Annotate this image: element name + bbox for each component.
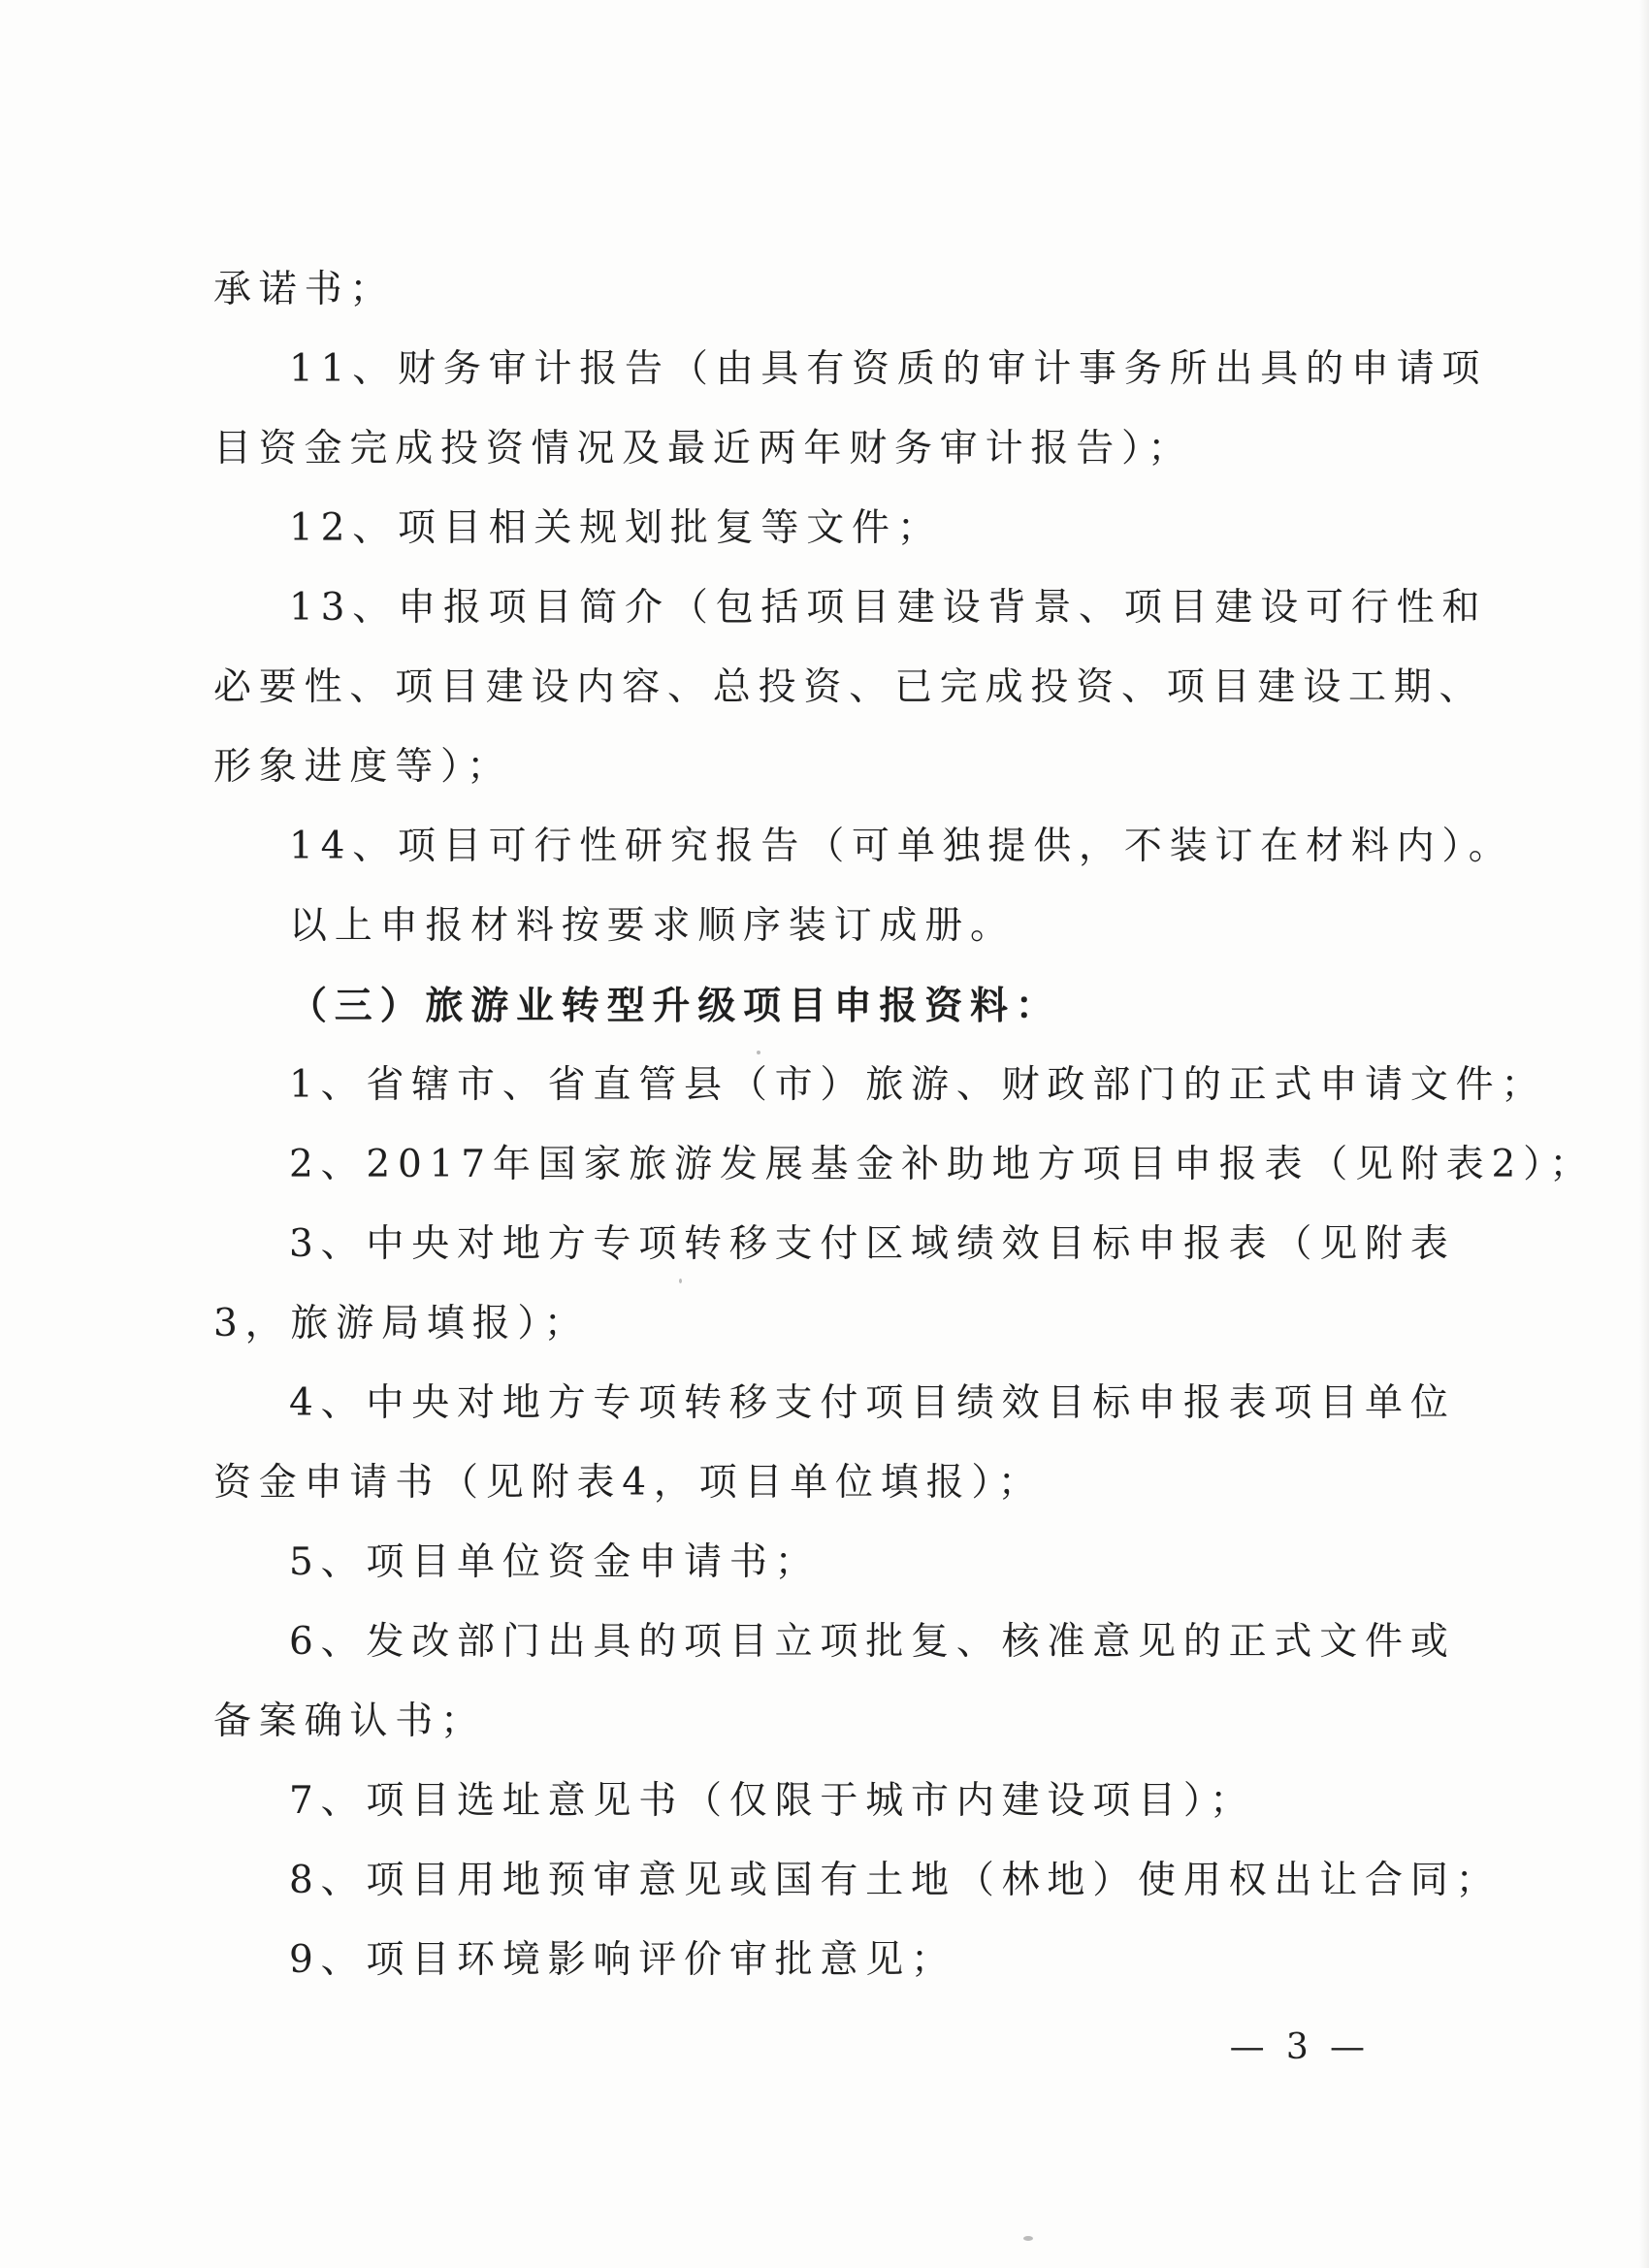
scan-speck [679, 1279, 682, 1283]
body-line: 7、项目选址意见书（仅限于城市内建设项目）； [289, 1779, 1255, 1823]
body-line: 2、2017年国家旅游发展基金补助地方项目申报表（见附表2）； [289, 1143, 1596, 1186]
body-line: 8、项目用地预审意见或国有土地（林地）使用权出让合同； [289, 1859, 1502, 1902]
body-line: 14、项目可行性研究报告（可单独提供，不装订在材料内）。 [289, 825, 1514, 868]
body-line: 1、省辖市、省直管县（市）旅游、财政部门的正式申请文件； [289, 1063, 1547, 1107]
body-line: 9、项目环境影响评价审批意见； [289, 1938, 956, 1982]
body-line: 3、中央对地方专项转移支付区域绩效目标申报表（见附表 [289, 1222, 1456, 1266]
body-line: 5、项目单位资金申请书； [289, 1540, 821, 1584]
body-line: 资金申请书（见附表4，项目单位填报）； [213, 1461, 1044, 1505]
body-line: 11、财务审计报告（由具有资质的审计事务所出具的申请项 [289, 347, 1488, 391]
body-line: 4、中央对地方专项转移支付项目绩效目标申报表项目单位 [289, 1381, 1456, 1425]
body-line: 13、申报项目简介（包括项目建设背景、项目建设可行性和 [289, 586, 1488, 630]
body-line: 目资金完成投资情况及最近两年财务审计报告）； [213, 427, 1194, 470]
body-line: 必要性、项目建设内容、总投资、已完成投资、项目建设工期、 [213, 665, 1485, 709]
body-line: 承诺书； [213, 268, 396, 311]
body-line: 6、发改部门出具的项目立项批复、核准意见的正式文件或 [289, 1620, 1456, 1664]
scan-edge-shadow [1639, 0, 1649, 2268]
section-heading: （三）旅游业转型升级项目申报资料： [289, 984, 1061, 1028]
body-line: 3，旅游局填报）； [213, 1302, 590, 1345]
body-line: 备案确认书； [213, 1700, 486, 1743]
document-body [213, 250, 1596, 2000]
body-line: 以上申报材料按要求顺序装订成册。 [289, 904, 1016, 948]
scan-speck [1023, 2236, 1033, 2241]
page-number: — 3 — [1229, 2027, 1371, 2067]
body-line: 12、项目相关规划批复等文件； [289, 506, 943, 550]
body-line: 形象进度等）； [213, 745, 513, 789]
scan-speck [757, 1051, 760, 1054]
